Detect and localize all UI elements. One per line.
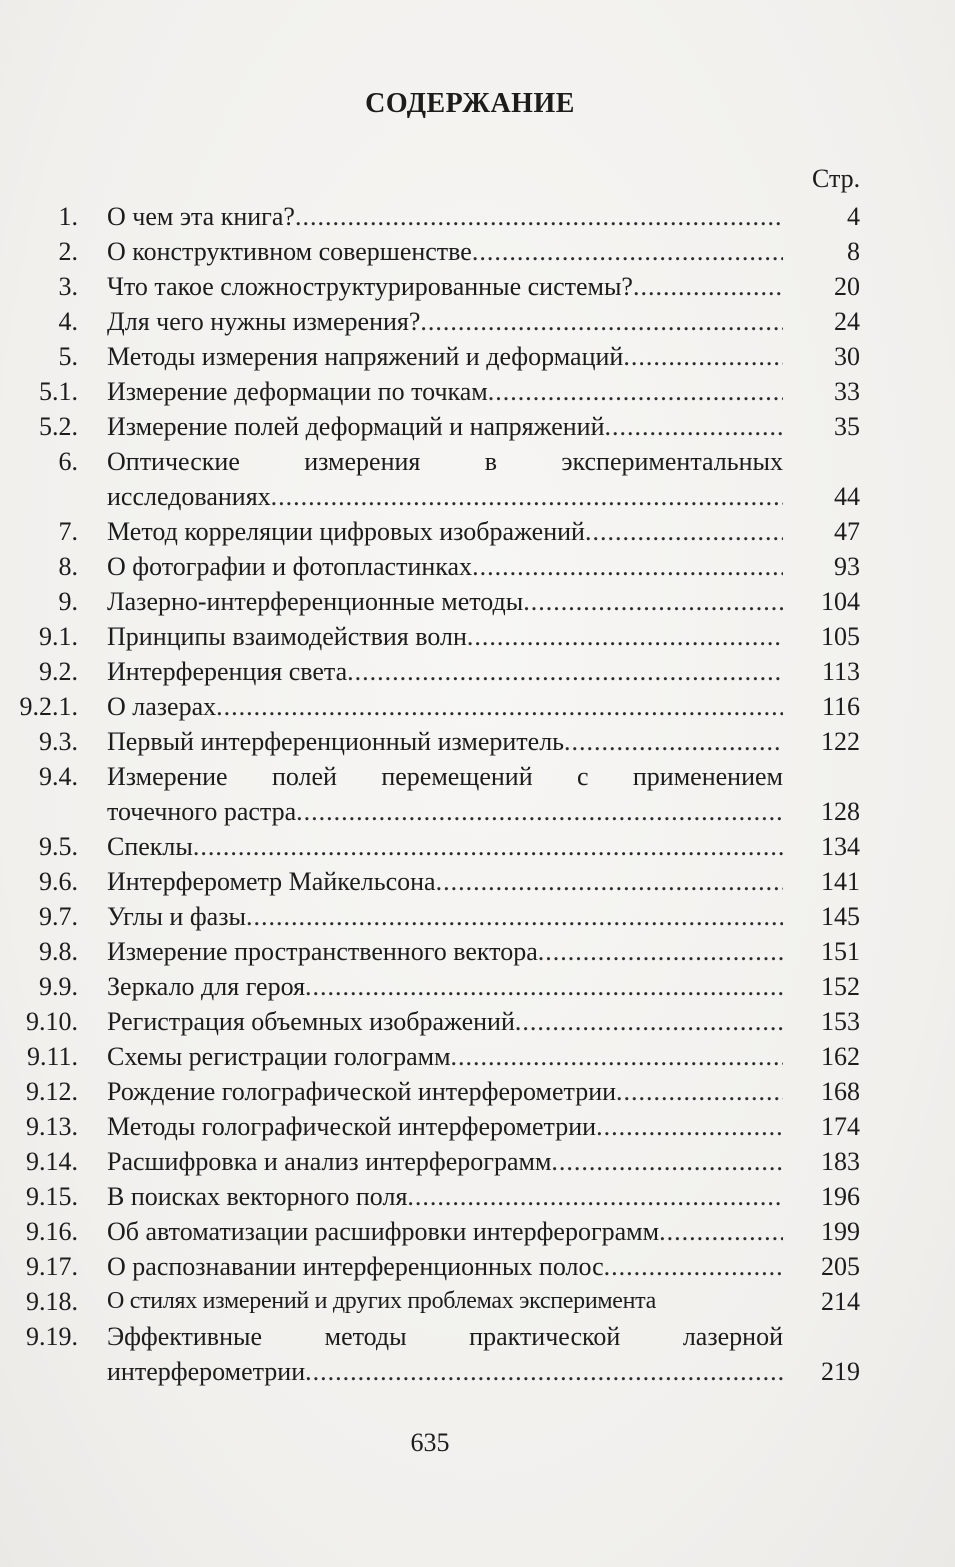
toc-entry-title-text: Измерение полей деформаций и напряжений — [107, 412, 605, 441]
toc-entry-page: 196 — [821, 1182, 860, 1211]
toc-entry-title-text: О фотографии и фотопластинках — [107, 552, 473, 581]
toc-entry-title-text: точечного растра — [107, 797, 297, 826]
toc-entry-page: 153 — [821, 1007, 860, 1036]
toc-entry-number: 7. — [58, 517, 78, 546]
toc-entry-last-line — [107, 1074, 783, 1109]
toc-entry-title-text: Измерение деформации по точкам — [107, 377, 488, 406]
toc-entry-title — [107, 1284, 783, 1319]
toc-entry-title-text: В поисках векторного поля — [107, 1182, 408, 1211]
page-number: 635 — [410, 1428, 450, 1457]
toc-entry-number: 9.6. — [39, 867, 78, 896]
toc-entry-number: 9.2.1. — [19, 692, 78, 721]
toc-entry-title — [107, 234, 783, 269]
dot-leader — [347, 654, 783, 689]
toc-entry — [0, 269, 955, 304]
toc-entry-last-line — [107, 1354, 783, 1389]
toc-entry-title — [107, 1039, 783, 1074]
toc-entry-number: 3. — [58, 272, 78, 301]
toc-entry-title-text: Первый интерференционный измеритель — [107, 727, 565, 756]
dot-leader — [420, 304, 783, 339]
toc-entry-title-text: Схемы регистрации голограмм — [107, 1042, 451, 1071]
toc-entry-title — [107, 619, 783, 654]
dot-leader — [616, 1074, 783, 1109]
toc-entry-title — [107, 409, 783, 444]
toc-entry-number: 9.7. — [39, 902, 78, 931]
toc-entry — [0, 444, 955, 514]
toc-entry-title — [107, 549, 783, 584]
toc-entry-title — [107, 689, 783, 724]
toc-entry-page: 145 — [821, 902, 860, 931]
toc-entry-title-text: О конструктивном совершенстве — [107, 237, 472, 266]
toc-entry-last-line — [107, 1144, 783, 1179]
toc-entry-page: 128 — [821, 797, 860, 826]
toc-entry-last-line — [107, 1179, 783, 1214]
toc-entry-title — [107, 864, 783, 899]
toc-entry — [0, 304, 955, 339]
toc-entry — [0, 759, 955, 829]
toc-entry — [0, 654, 955, 689]
toc-entry — [0, 1214, 955, 1249]
toc-entry-number: 5.1. — [39, 377, 78, 406]
toc-entry-last-line — [107, 1214, 783, 1249]
dot-leader — [488, 374, 783, 409]
toc-entry-last-line — [107, 969, 783, 1004]
toc-entry-last-line — [107, 514, 783, 549]
toc-entry — [0, 969, 955, 1004]
dot-leader — [467, 619, 783, 654]
toc-entry-page: 104 — [821, 587, 860, 616]
toc-entry-title — [107, 1179, 783, 1214]
toc-entry-page: 44 — [834, 482, 860, 511]
dot-leader — [551, 1144, 783, 1179]
toc-entry-title-text: Интерферометр Майкельсона — [107, 867, 436, 896]
toc-entry-last-line — [107, 234, 783, 269]
dot-leader — [596, 1109, 783, 1144]
toc-entry — [0, 1039, 955, 1074]
toc-entry-title-text: Метод корреляции цифровых изображений — [107, 517, 585, 546]
toc-entry-page: 116 — [821, 692, 860, 721]
dot-leader — [604, 409, 783, 444]
toc-entry-page: 174 — [821, 1112, 860, 1141]
toc-entry-title — [107, 584, 783, 619]
toc-entry-title-text: О стилях измерений и других проблемах эксперимента — [107, 1288, 657, 1314]
toc-entry-title — [107, 1214, 783, 1249]
toc-entry-last-line — [107, 584, 783, 619]
toc-entry-last-line — [107, 689, 783, 724]
toc-entry-last-line — [107, 864, 783, 899]
toc-entry-number: 5.2. — [39, 412, 78, 441]
toc-entry — [0, 1179, 955, 1214]
toc-entry-number: 9.9. — [39, 972, 78, 1001]
toc-entry-last-line — [107, 199, 783, 234]
toc-entry — [0, 339, 955, 374]
toc-entry-page: 105 — [821, 622, 860, 651]
toc-entry — [0, 514, 955, 549]
toc-entry-last-line — [107, 724, 783, 759]
toc-entry-page: 4 — [847, 202, 860, 231]
toc-entry — [0, 1319, 955, 1389]
toc-entry-last-line — [107, 479, 783, 514]
toc-entry-last-line — [107, 1039, 783, 1074]
dot-leader — [296, 794, 783, 829]
dot-leader — [585, 514, 783, 549]
toc-entry-number: 6. — [58, 447, 78, 476]
toc-entry-title — [107, 444, 783, 514]
toc-entry-title-text: Спеклы — [107, 832, 193, 861]
toc-entry-last-line — [107, 1249, 783, 1284]
toc-entry-number: 5. — [58, 342, 78, 371]
toc-entry-last-line — [107, 1284, 783, 1319]
toc-entry-title — [107, 199, 783, 234]
toc-entry-title — [107, 269, 783, 304]
toc-entry-title-text: Для чего нужны измерения? — [107, 307, 421, 336]
toc-entry — [0, 689, 955, 724]
page-title: СОДЕРЖАНИЕ — [365, 88, 575, 119]
toc-entry-last-line — [107, 794, 783, 829]
toc-entry-title-text: Зеркало для героя — [107, 972, 306, 1001]
toc-entry-page: 205 — [821, 1252, 860, 1281]
toc-entry-title — [107, 899, 783, 934]
dot-leader — [523, 584, 783, 619]
toc-entry — [0, 409, 955, 444]
toc-entry-page: 20 — [834, 272, 860, 301]
toc-entry-number: 9.8. — [39, 937, 78, 966]
dot-leader — [246, 899, 783, 934]
toc-entry-page: 214 — [821, 1287, 860, 1316]
toc-entry-page: 152 — [821, 972, 860, 1001]
toc-entry-number: 1. — [58, 202, 78, 231]
toc-entry-number: 9.15. — [26, 1182, 78, 1211]
toc-entry-last-line — [107, 1109, 783, 1144]
toc-entry-title-line: Измерение полей перемещений с применением — [107, 762, 783, 791]
toc-entry-title — [107, 304, 783, 339]
toc-entry-number: 9.14. — [26, 1147, 78, 1176]
toc-entry-number: 9. — [58, 587, 78, 616]
toc-entry-last-line — [107, 304, 783, 339]
toc-entry-title — [107, 724, 783, 759]
toc-entry-title — [107, 934, 783, 969]
toc-entry-number: 9.16. — [26, 1217, 78, 1246]
toc-entry-title — [107, 1074, 783, 1109]
toc-entry-title — [107, 514, 783, 549]
toc-entry-page: 93 — [834, 552, 860, 581]
page-column-label: Стр. — [812, 164, 861, 193]
toc-entry-title — [107, 969, 783, 1004]
toc-entry-number: 9.3. — [39, 727, 78, 756]
toc-entry-last-line — [107, 1004, 783, 1039]
toc-entry-number: 9.17. — [26, 1252, 78, 1281]
toc-entry — [0, 829, 955, 864]
toc-entry — [0, 899, 955, 934]
dot-leader — [436, 864, 783, 899]
toc-entry-number: 9.18. — [26, 1287, 78, 1316]
toc-entry — [0, 1074, 955, 1109]
toc-entry-page: 141 — [821, 867, 860, 896]
toc-entry-number: 9.11. — [26, 1042, 78, 1071]
dot-leader — [305, 969, 783, 1004]
dot-leader — [472, 234, 783, 269]
toc-entry-title-text: Интерференция света — [107, 657, 348, 686]
toc-entry-title-text: Лазерно-интерференционные методы — [107, 587, 524, 616]
toc-entry-title-text: Рождение голографической интерферометрии — [107, 1077, 617, 1106]
toc-entry-number: 4. — [58, 307, 78, 336]
dot-leader — [564, 724, 783, 759]
dot-leader — [633, 269, 783, 304]
toc-entry-title-text: Об автоматизации расшифровки интерферограмм — [107, 1217, 660, 1246]
toc-entry-title-text: Методы измерения напряжений и деформаций — [107, 342, 624, 371]
toc-entry-last-line — [107, 549, 783, 584]
dot-leader — [271, 479, 783, 514]
toc-entry-page: 47 — [834, 517, 860, 546]
dot-leader — [451, 1039, 783, 1074]
toc-entry-last-line — [107, 409, 783, 444]
toc-entry-page: 168 — [821, 1077, 860, 1106]
toc-entry-last-line — [107, 899, 783, 934]
toc-entry — [0, 1284, 955, 1319]
toc-entry-number: 9.5. — [39, 832, 78, 861]
toc-entry-title-text: Что такое сложноструктурированные системы? — [107, 272, 633, 301]
toc-entry-title-text: Измерение пространственного вектора — [107, 937, 538, 966]
toc-entry-title-text: Регистрация объемных изображений — [107, 1007, 515, 1036]
dot-leader — [216, 689, 783, 724]
toc-entry — [0, 619, 955, 654]
toc-entry-title-line: Эффективные методы практической лазерной — [107, 1322, 783, 1351]
toc-entry — [0, 199, 955, 234]
toc-entry-number: 9.1. — [39, 622, 78, 651]
toc-entry-title-text: интерферометрии — [107, 1357, 306, 1386]
toc-entry-number: 9.10. — [26, 1007, 78, 1036]
toc-entry-title-line: Оптические измерения в экспериментальных — [107, 447, 783, 476]
toc-entry-title — [107, 1109, 783, 1144]
toc-entry — [0, 1109, 955, 1144]
toc-entry — [0, 549, 955, 584]
dot-leader — [295, 199, 783, 234]
toc-entry-page: 30 — [834, 342, 860, 371]
dot-leader — [472, 549, 783, 584]
toc-entry-page: 33 — [834, 377, 860, 406]
dot-leader — [604, 1249, 783, 1284]
toc-entry — [0, 934, 955, 969]
toc-entry-title-text: Методы голографической интерферометрии — [107, 1112, 597, 1141]
toc-entry-title — [107, 759, 783, 829]
toc-entry-title — [107, 374, 783, 409]
toc-entry-title — [107, 1144, 783, 1179]
dot-leader — [659, 1214, 783, 1249]
toc-entry — [0, 374, 955, 409]
toc-entry — [0, 1144, 955, 1179]
toc-entry-last-line — [107, 829, 783, 864]
toc-entry-last-line — [107, 619, 783, 654]
toc-entry-number: 9.12. — [26, 1077, 78, 1106]
toc-entry-title — [107, 1004, 783, 1039]
toc-entry-title-text: Расшифровка и анализ интерферограмм — [107, 1147, 552, 1176]
toc-entry-title-text: Принципы взаимодействия волн — [107, 622, 467, 651]
toc-entry-number: 2. — [58, 237, 78, 266]
toc-entry-title-text: О чем эта книга? — [107, 202, 295, 231]
toc-entry-title-text: О лазерах — [107, 692, 217, 721]
toc-entry-number: 9.19. — [26, 1322, 78, 1351]
dot-leader — [193, 829, 783, 864]
toc-entry — [0, 1249, 955, 1284]
dot-leader — [623, 339, 783, 374]
toc-entry — [0, 864, 955, 899]
toc-entry-page: 8 — [847, 237, 860, 266]
toc-entry-last-line — [107, 339, 783, 374]
toc-entry-page: 134 — [821, 832, 860, 861]
toc-entry-number: 9.2. — [39, 657, 78, 686]
toc-entry — [0, 724, 955, 759]
toc-entry-title-text: исследованиях — [107, 482, 271, 511]
toc-entry-page: 219 — [821, 1357, 860, 1386]
toc-entry-page: 183 — [821, 1147, 860, 1176]
dot-leader — [305, 1354, 783, 1389]
toc-entry-title — [107, 1319, 783, 1389]
toc-entry-title-text: Углы и фазы — [107, 902, 246, 931]
toc-entry — [0, 234, 955, 269]
toc-entry-last-line — [107, 934, 783, 969]
toc-entry-last-line — [107, 374, 783, 409]
toc-entry-page: 122 — [821, 727, 860, 756]
toc-entry-page: 113 — [821, 657, 860, 686]
toc-entry — [0, 1004, 955, 1039]
toc-entry-title — [107, 1249, 783, 1284]
toc-entry-title — [107, 339, 783, 374]
toc-entry-last-line — [107, 269, 783, 304]
toc-entry-last-line — [107, 654, 783, 689]
toc-entry-page: 151 — [821, 937, 860, 966]
toc-entry — [0, 584, 955, 619]
toc-entry-title — [107, 829, 783, 864]
toc-entry-number: 9.4. — [39, 762, 78, 791]
table-of-contents — [0, 199, 955, 1389]
toc-entry-number: 9.13. — [26, 1112, 78, 1141]
toc-entry-title-text: О распознавании интерференционных полос — [107, 1252, 604, 1281]
toc-entry-page: 24 — [834, 307, 860, 336]
toc-entry-page: 35 — [834, 412, 860, 441]
dot-leader — [515, 1004, 783, 1039]
dot-leader — [538, 934, 783, 969]
toc-entry-page: 162 — [821, 1042, 860, 1071]
toc-entry-number: 8. — [58, 552, 78, 581]
toc-entry-title — [107, 654, 783, 689]
dot-leader — [407, 1179, 783, 1214]
toc-entry-page: 199 — [821, 1217, 860, 1246]
